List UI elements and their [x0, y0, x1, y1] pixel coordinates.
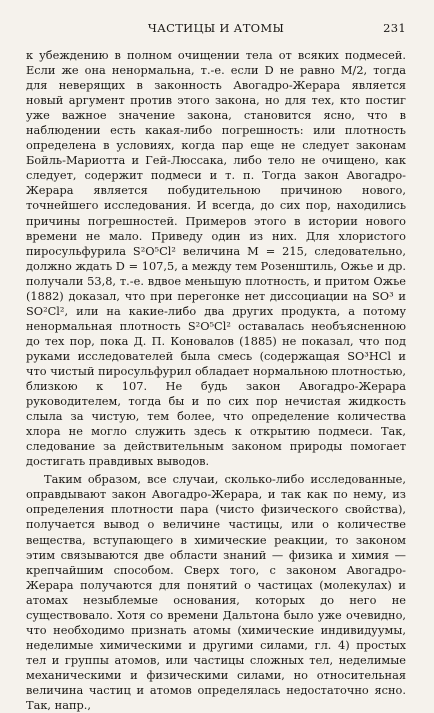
page-number: 231	[383, 21, 406, 35]
running-title: ЧАСТИЦЫ И АТОМЫ	[147, 21, 285, 35]
paragraph: Таким образом, все случаи, сколько-либо исследованные, оправдывают закон Авогадро-Жерара, и так как по нему, из определения плотности пара (чисто физического свойства), получается вывод о величине частицы, или о количестве вещества, вступающего в химические реакции, то законом этим связываются две области знаний — физика и химия — крепчайшим способом. Сверх того, с законом Авогадро-Жерара получаются для понятий о частицах (молекулах) и атомах незыблемые основания, которых до него не существовало. Хотя со времени Дальтона было уже очевидно, что необходимо признать атомы (химические индивидуумы, неделимые химическими и другими силами, гл. 4) простых тел и группы атомов, или частицы сложных тел, неделимые механическими и физическими силами, но относительная величина частиц и атомов определялась недостаточно ясно. Так, напр.,	[26, 472, 406, 713]
page-body	[26, 48, 406, 713]
paragraph-continued: к убеждению в полном очищении тела от всяких подмесей. Если же она ненормальна, т.-е. если D не равно M/2, тогда для неверящих в законность Авогадро-Жерара является новый аргумент против этого закона, но для тех, кто постиг уже важное значение закона, становится ясно, что в наблюдении есть какая-либо погрешность: или плотность определена в условиях, когда пар еще не следует законам Бойль-Мариотта и Гей-Люссака, либо тело не очищено, как следует, содержит подмеси и т. п. Тогда закон Авогадро-Жерара является побудительною причиною нового, точнейшего исследования. И всегда, до сих пор, находились причины погрешностей. Примеров этого в истории нового времени не мало. Приведу один из них. Для хлористого пиросульфурила S²O⁵Cl² величина M = 215, следовательно, должно ждать D = 107,5, а между тем Розенштиль, Ожье и др. получали 53,8, т.-е. вдвое меньшую плотность, и притом Ожье (1882) доказал, что при перегонке нет диссоциации на SO³ и SO²Cl², или на какие-либо два других продукта, а потому ненормальная плотность S²O⁵Cl² оставалась необъясненною до тех пор, пока Д. П. Коновалов (1885) не показал, что под руками исследователей была смесь (содержащая SO³HCl и что чистый пиросульфурил обладает нормальною плотностью, близкою к 107. Не будь закон Авогадро-Жерара руководителем, тогда бы и по сих пор нечистая жидкость слыла за чистую, тем более, что определение количества хлора не могло служить здесь к открытию подмеси. Так, следование за действительным законом природы помогает достигать правдивых выводов.	[26, 48, 406, 469]
